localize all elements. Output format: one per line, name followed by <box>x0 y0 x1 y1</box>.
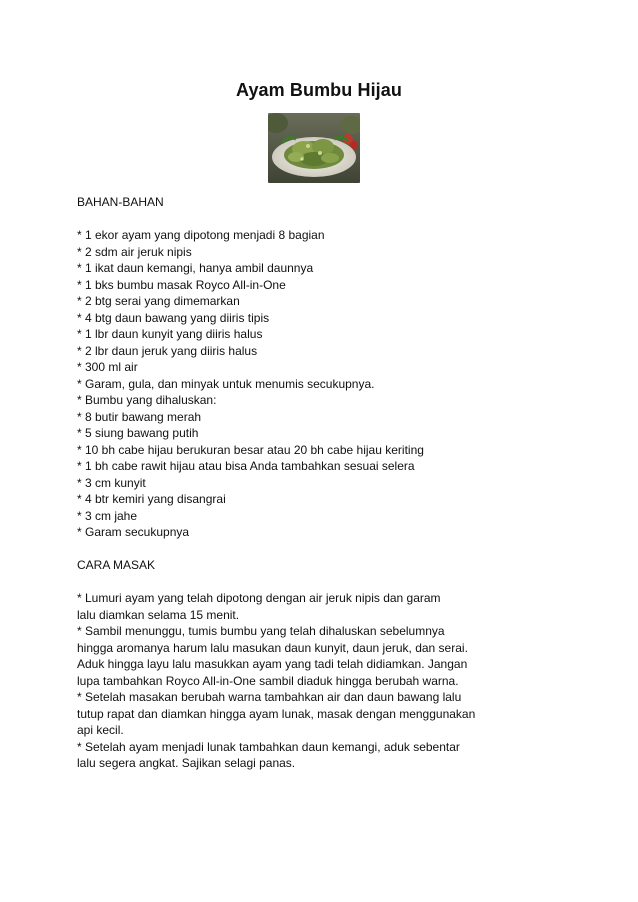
method-line: Aduk hingga layu lalu masukkan ayam yang tadi telah didiamkan. Jangan <box>77 657 468 671</box>
dish-photo <box>268 113 360 183</box>
list-item: * 10 bh cabe hijau berukuran besar atau 20 bh cabe hijau keriting <box>77 442 424 457</box>
ingredients-list <box>77 227 577 541</box>
page-title: Ayam Bumbu Hijau <box>236 80 402 100</box>
ingredients-heading: BAHAN-BAHAN <box>77 195 164 209</box>
list-item: * 2 sdm air jeruk nipis <box>77 244 192 259</box>
method-line: * Setelah masakan berubah warna tambahkan air dan daun bawang lalu <box>77 690 462 704</box>
list-item: * 3 cm jahe <box>77 508 138 523</box>
list-item: * 1 bks bumbu masak Royco All-in-One <box>77 277 286 292</box>
list-item: * Garam, gula, dan minyak untuk menumis secukupnya. <box>77 376 375 391</box>
list-item: * 4 btg daun bawang yang diiris tipis <box>77 310 270 325</box>
method-line: tutup rapat dan diamkan hingga ayam lunak, masak dengan menggunakan <box>77 706 476 721</box>
method-line: hingga aromanya harum lalu masukan daun kunyit, daun jeruk, dan serai. <box>77 640 468 655</box>
method-list <box>77 590 577 772</box>
list-item: * 300 ml air <box>77 360 138 374</box>
method-line: lalu diamkan selama 15 menit. <box>77 607 240 622</box>
list-item: * 1 ekor ayam yang dipotong menjadi 8 bagian <box>77 228 325 242</box>
list-item: * Bumbu yang dihaluskan: <box>77 393 217 407</box>
recipe-body <box>77 194 577 772</box>
list-item: * 4 btr kemiri yang disangrai <box>77 492 226 506</box>
method-line: lalu segera angkat. Sajikan selagi panas. <box>77 756 296 770</box>
list-item: * 2 lbr daun jeruk yang diiris halus <box>77 343 258 358</box>
method-line: * Setelah ayam menjadi lunak tambahkan daun kemangi, aduk sebentar <box>77 739 460 754</box>
list-item: * Garam secukupnya <box>77 525 190 539</box>
list-item: * 8 butir bawang merah <box>77 409 202 424</box>
method-line: api kecil. <box>77 723 124 737</box>
list-item: * 1 bh cabe rawit hijau atau bisa Anda tambahkan sesuai selera <box>77 459 415 473</box>
list-item: * 2 btg serai yang dimemarkan <box>77 294 240 308</box>
list-item: * 1 lbr daun kunyit yang diiris halus <box>77 327 263 341</box>
list-item: * 5 siung bawang putih <box>77 426 199 440</box>
method-line: * Lumuri ayam yang telah dipotong dengan air jeruk nipis dan garam <box>77 591 441 605</box>
dish-photo-icon <box>268 113 360 183</box>
method-line: * Sambil menunggu, tumis bumbu yang telah dihaluskan sebelumnya <box>77 624 445 638</box>
method-heading: CARA MASAK <box>77 558 156 572</box>
list-item: * 3 cm kunyit <box>77 475 146 490</box>
method-line: lupa tambahkan Royco All-in-One sambil diaduk hingga berubah warna. <box>77 673 459 688</box>
list-item: * 1 ikat daun kemangi, hanya ambil daunnya <box>77 261 314 275</box>
